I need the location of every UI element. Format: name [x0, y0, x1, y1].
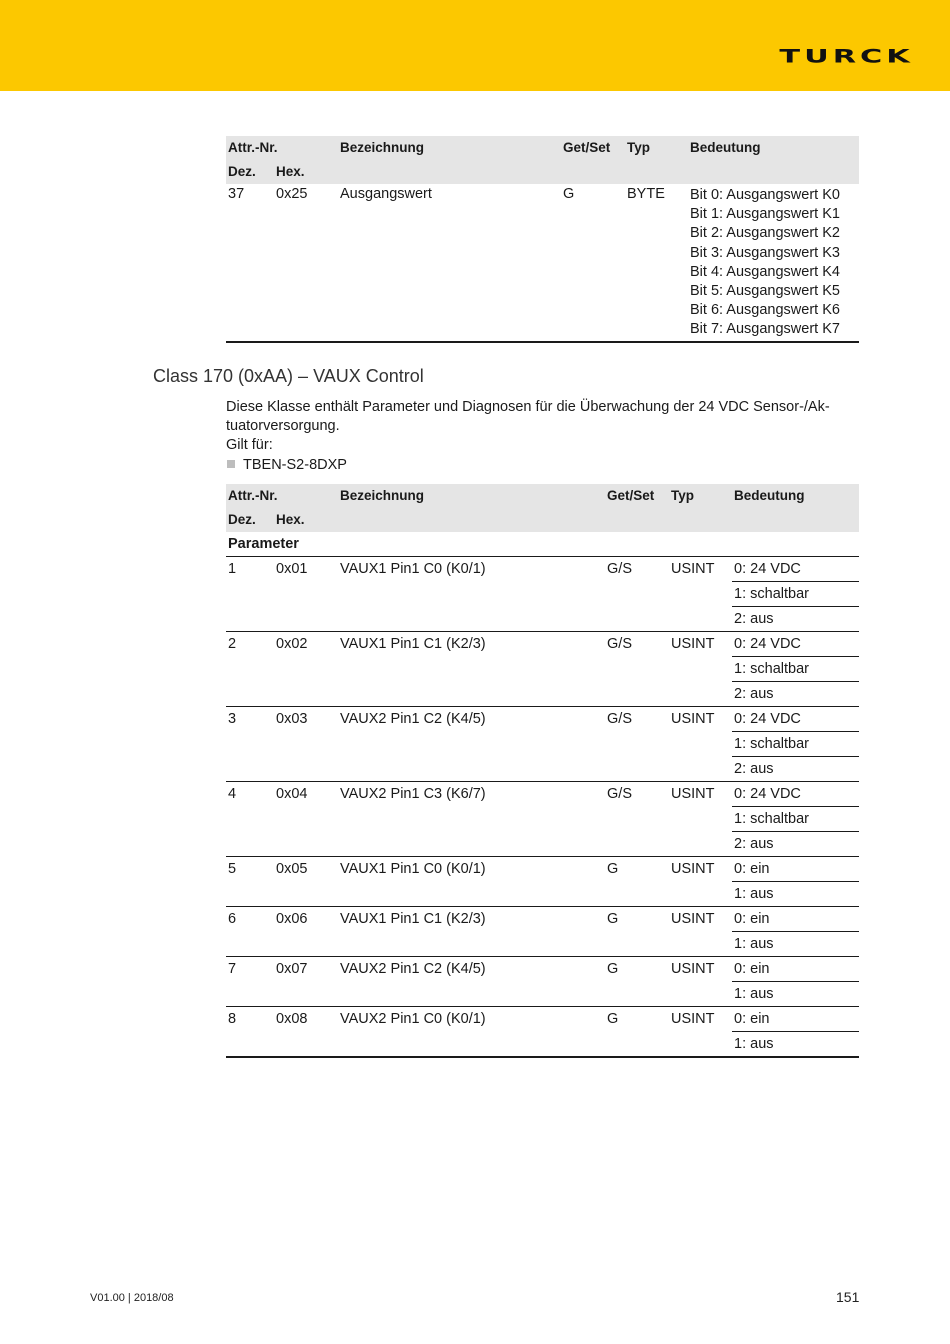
attribute-table-1: [226, 136, 859, 343]
table-row: [226, 782, 859, 807]
cell-dec: 1: [226, 557, 274, 632]
row-getset: G: [561, 184, 625, 342]
table-row: [226, 857, 859, 882]
cell-type: USINT: [669, 557, 732, 632]
cell-meaning: 2: aus: [732, 607, 859, 632]
header-band: [0, 0, 950, 91]
meaning-line: Bit 2: Ausgangswert K2: [690, 225, 840, 242]
cell-name: VAUX1 Pin1 C0 (K0/1): [338, 557, 605, 632]
cell-dec: 8: [226, 1007, 274, 1058]
cell-meaning: 2: aus: [732, 757, 859, 782]
header-attr-nr: Attr.-Nr.: [226, 136, 338, 160]
cell-meaning: 0: ein: [732, 907, 859, 932]
header-attr-nr: Attr.-Nr.: [226, 484, 338, 508]
cell-meaning: 1: aus: [732, 1032, 859, 1058]
header-meaning: Bedeutung: [732, 484, 859, 508]
cell-meaning: 0: ein: [732, 857, 859, 882]
meaning-line: Bit 1: Ausgangswert K1: [690, 206, 840, 223]
meaning-line: Bit 0: Ausgangswert K0: [690, 187, 840, 203]
turck-logo: TURCK: [779, 46, 914, 68]
section-title: Class 170 (0xAA) – VAUX Control: [153, 366, 424, 386]
cell-meaning: 1: aus: [732, 932, 859, 957]
bullet-square-icon: [227, 460, 235, 468]
header-hex: Hex.: [274, 508, 338, 532]
applies-item-label: TBEN-S2-8DXP: [243, 456, 347, 473]
cell-meaning: 0: 24 VDC: [732, 632, 859, 657]
cell-meaning: 1: schaltbar: [732, 732, 859, 757]
cell-getset: G/S: [605, 632, 669, 707]
header-meaning: Bedeutung: [688, 136, 859, 160]
cell-type: USINT: [669, 957, 732, 1007]
cell-type: USINT: [669, 632, 732, 707]
cell-meaning: 1: schaltbar: [732, 657, 859, 682]
table-row: [226, 1007, 859, 1032]
cell-dec: 2: [226, 632, 274, 707]
cell-dec: 3: [226, 707, 274, 782]
page-number: 151: [836, 1289, 860, 1305]
cell-getset: G/S: [605, 557, 669, 632]
row-name: Ausgangswert: [338, 184, 561, 342]
cell-type: USINT: [669, 782, 732, 857]
cell-name: VAUX2 Pin1 C2 (K4/5): [338, 707, 605, 782]
cell-name: VAUX1 Pin1 C0 (K0/1): [338, 857, 605, 907]
cell-name: VAUX2 Pin1 C2 (K4/5): [338, 957, 605, 1007]
footer-version: V01.00 | 2018/08: [90, 1292, 174, 1304]
cell-meaning: 2: aus: [732, 832, 859, 857]
cell-dec: 4: [226, 782, 274, 857]
meaning-line: Bit 6: Ausgangswert K6: [690, 302, 840, 319]
cell-hex: 0x08: [274, 1007, 338, 1058]
cell-type: USINT: [669, 857, 732, 907]
cell-meaning: 0: 24 VDC: [732, 557, 859, 582]
table-row: [226, 707, 859, 732]
applies-item: [226, 456, 851, 475]
cell-meaning: 0: 24 VDC: [732, 782, 859, 807]
group-label: Parameter: [228, 536, 299, 552]
cell-getset: G: [605, 957, 669, 1007]
cell-type: USINT: [669, 707, 732, 782]
cell-meaning: 0: 24 VDC: [732, 707, 859, 732]
header-getset: Get/Set: [561, 136, 625, 160]
cell-getset: G: [605, 907, 669, 957]
cell-type: USINT: [669, 1007, 732, 1058]
cell-dec: 5: [226, 857, 274, 907]
header-dec: Dez.: [226, 160, 274, 184]
cell-meaning: 0: ein: [732, 1007, 859, 1032]
cell-name: VAUX2 Pin1 C0 (K0/1): [338, 1007, 605, 1058]
cell-getset: G: [605, 1007, 669, 1058]
cell-meaning: 1: aus: [732, 882, 859, 907]
header-hex: Hex.: [274, 160, 338, 184]
table-row: [226, 907, 859, 932]
cell-hex: 0x06: [274, 907, 338, 957]
cell-meaning: 1: aus: [732, 982, 859, 1007]
cell-meaning: 0: ein: [732, 957, 859, 982]
cell-hex: 0x04: [274, 782, 338, 857]
cell-hex: 0x02: [274, 632, 338, 707]
applies-label: Gilt für:: [226, 437, 273, 454]
section-intro: [226, 398, 851, 475]
row-type: BYTE: [625, 184, 688, 342]
meaning-line: Bit 7: Ausgangswert K7: [690, 321, 840, 338]
table-row: [226, 632, 859, 657]
row-hex: 0x25: [274, 184, 338, 342]
cell-dec: 6: [226, 907, 274, 957]
header-dec: Dez.: [226, 508, 274, 532]
cell-meaning: 1: schaltbar: [732, 582, 859, 607]
row-meaning: [688, 184, 859, 342]
cell-dec: 7: [226, 957, 274, 1007]
cell-getset: G/S: [605, 707, 669, 782]
cell-hex: 0x05: [274, 857, 338, 907]
cell-hex: 0x01: [274, 557, 338, 632]
attribute-table-2: [226, 484, 859, 1058]
cell-type: USINT: [669, 907, 732, 957]
cell-hex: 0x03: [274, 707, 338, 782]
cell-getset: G/S: [605, 782, 669, 857]
header-type: Typ: [625, 136, 688, 160]
cell-name: VAUX1 Pin1 C1 (K2/3): [338, 632, 605, 707]
meaning-line: Bit 4: Ausgangswert K4: [690, 263, 840, 280]
cell-getset: G: [605, 857, 669, 907]
row-dec: 37: [226, 184, 274, 342]
table-row: [226, 557, 859, 582]
header-type: Typ: [669, 484, 732, 508]
meaning-line: Bit 3: Ausgangswert K3: [690, 244, 840, 261]
cell-hex: 0x07: [274, 957, 338, 1007]
intro-text: Diese Klasse enthält Parameter und Diagnosen für die Überwachung der 24 VDC Sensor-/Ak-tuatorversorgung.: [226, 399, 830, 435]
table-row: [226, 957, 859, 982]
cell-meaning: 2: aus: [732, 682, 859, 707]
header-name: Bezeichnung: [338, 136, 561, 160]
header-name: Bezeichnung: [338, 484, 605, 508]
cell-name: VAUX1 Pin1 C1 (K2/3): [338, 907, 605, 957]
cell-meaning: 1: schaltbar: [732, 807, 859, 832]
cell-name: VAUX2 Pin1 C3 (K6/7): [338, 782, 605, 857]
header-getset: Get/Set: [605, 484, 669, 508]
meaning-line: Bit 5: Ausgangswert K5: [690, 283, 840, 300]
